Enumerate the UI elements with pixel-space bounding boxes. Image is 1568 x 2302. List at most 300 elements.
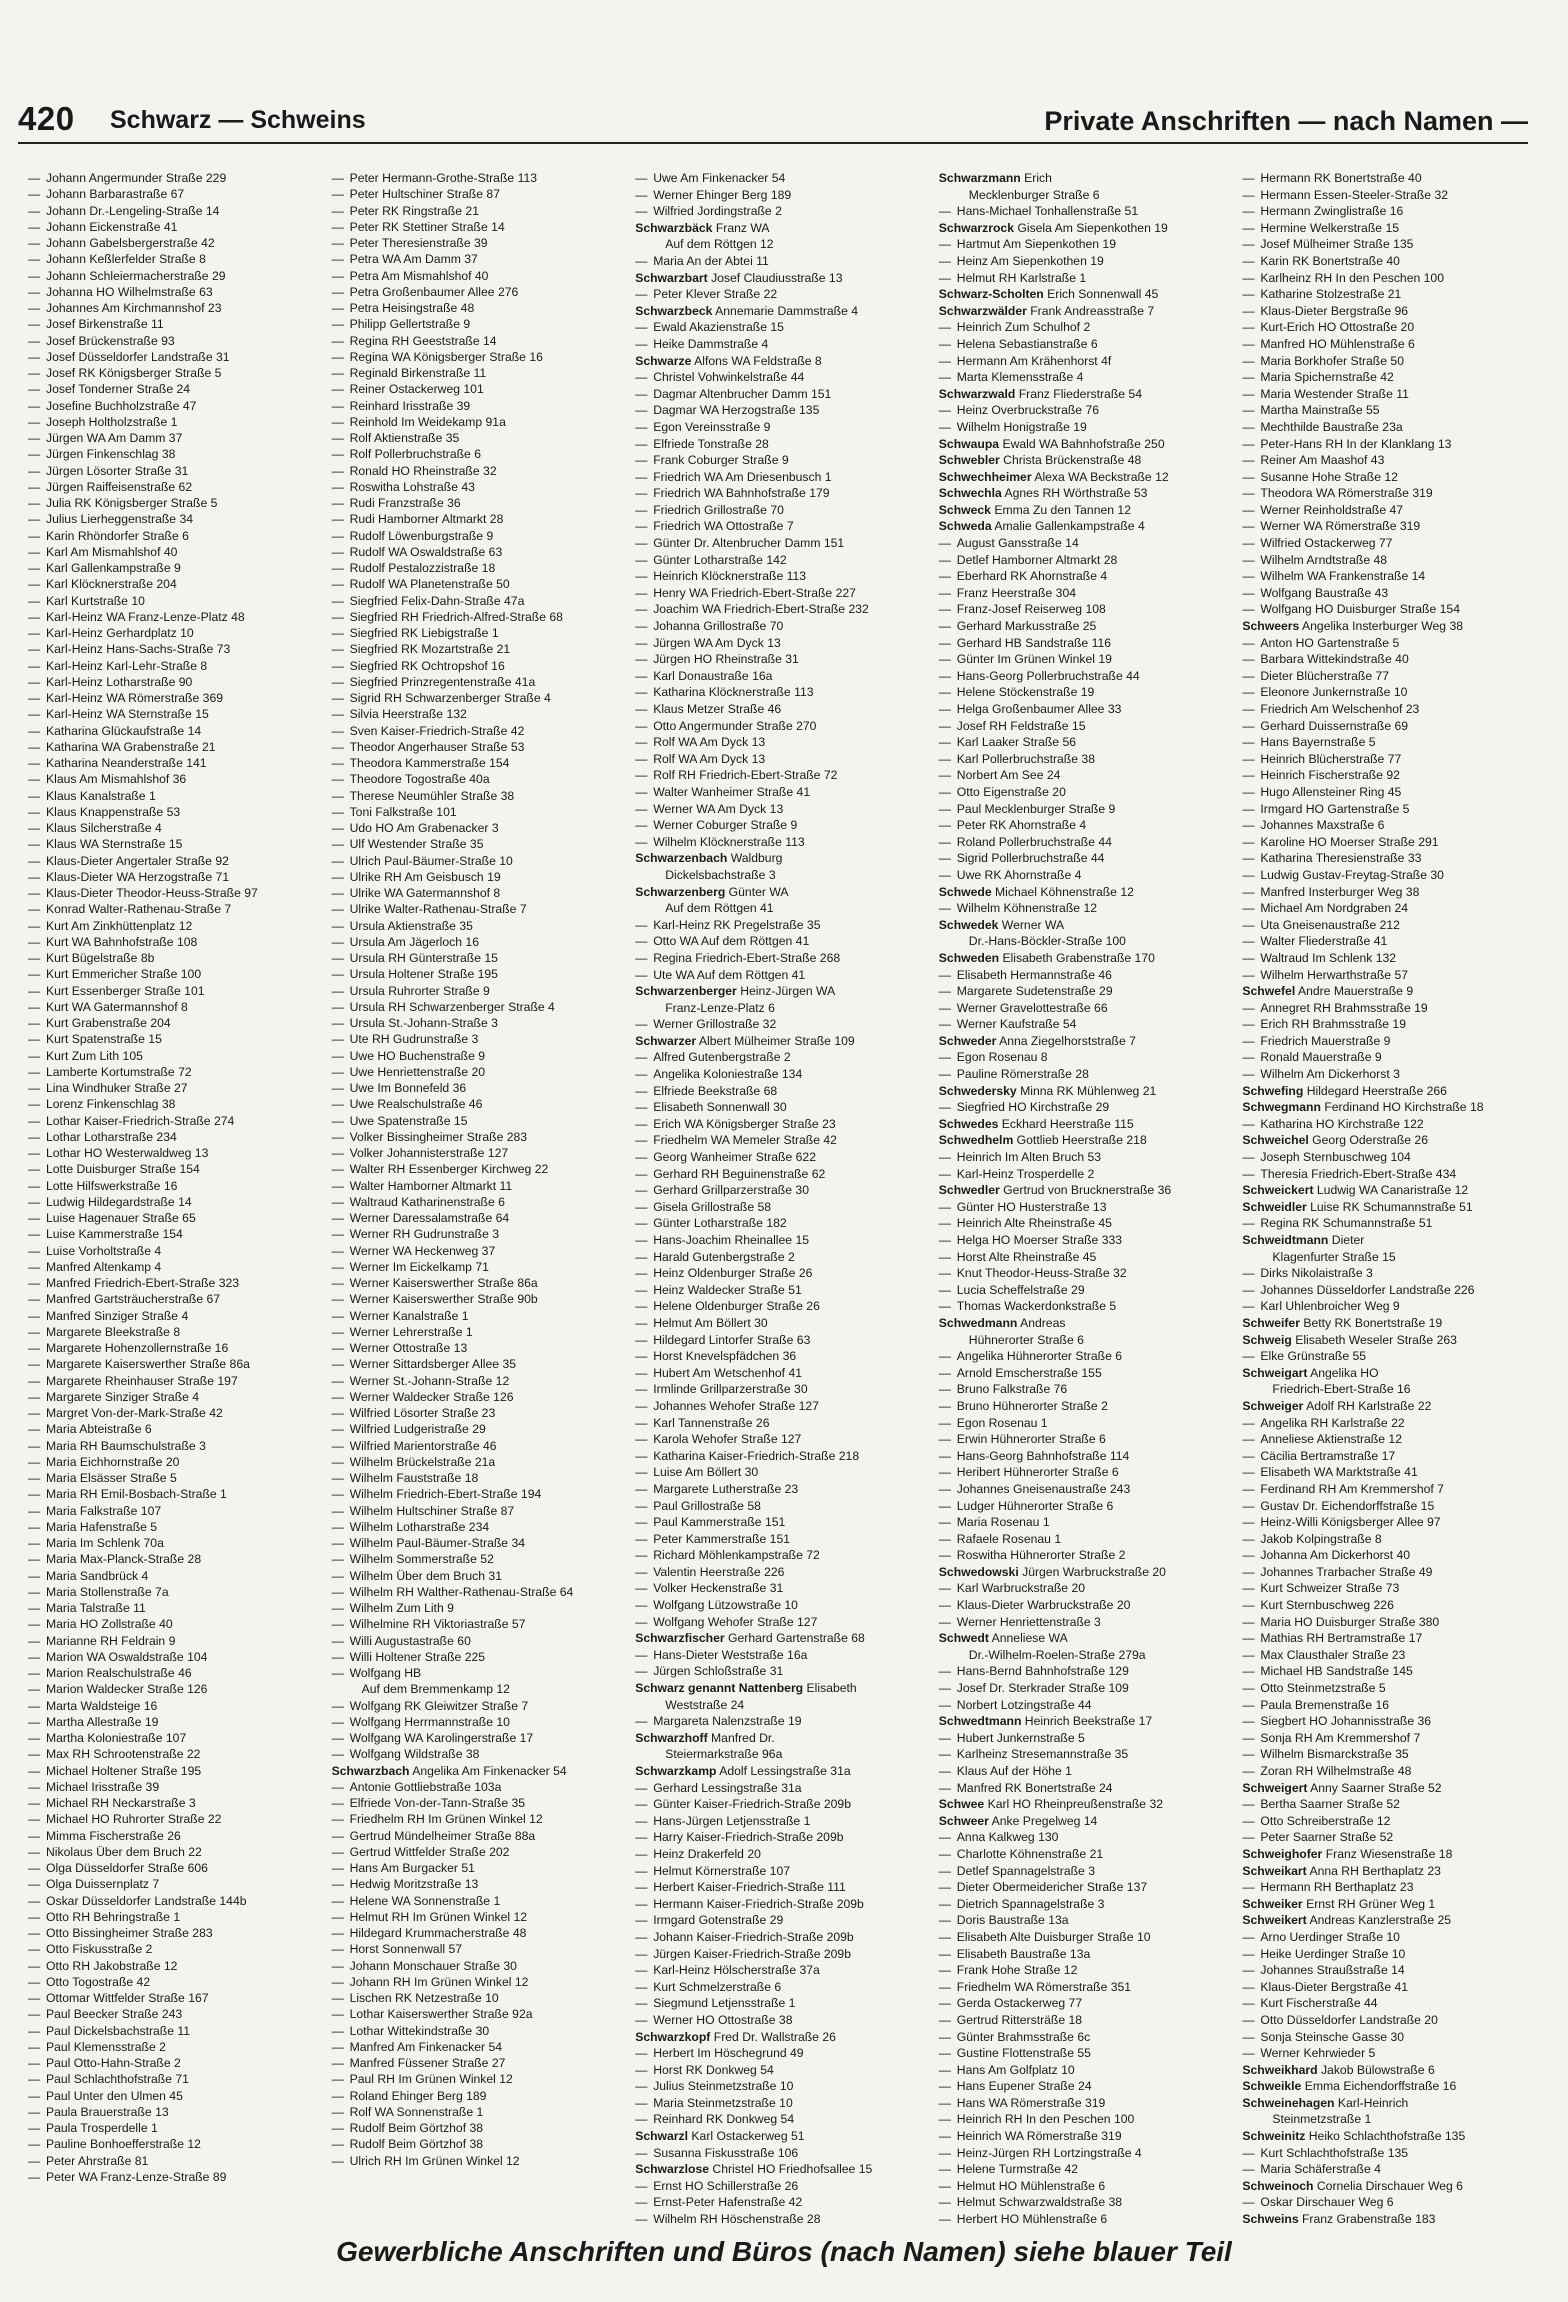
ditto-dash: — bbox=[635, 171, 648, 185]
ditto-dash: — bbox=[635, 735, 648, 750]
ditto-dash: — bbox=[331, 1227, 344, 1242]
directory-entry bbox=[1242, 1033, 1540, 1050]
ditto-dash: — bbox=[331, 1178, 344, 1193]
ditto-dash: — bbox=[635, 1564, 648, 1579]
ditto-dash: — bbox=[938, 2162, 951, 2177]
ditto-dash: — bbox=[635, 1664, 648, 1679]
entry-text: Siegfried RK Mozartstraße 21 bbox=[349, 642, 511, 657]
entry-text: Minna RK Mühlenweg 21 bbox=[1020, 1083, 1157, 1098]
directory-entry bbox=[332, 365, 630, 381]
entry-text: Peter Hultschiner Straße 87 bbox=[349, 187, 500, 202]
ditto-dash: — bbox=[1242, 1979, 1255, 1994]
directory-entry bbox=[939, 353, 1237, 370]
entry-text: Werner Ehinger Berg 189 bbox=[653, 187, 792, 202]
directory-entry bbox=[635, 1697, 933, 1714]
ditto-dash: — bbox=[1242, 801, 1255, 816]
directory-entry bbox=[939, 1514, 1237, 1531]
entry-text: Heinz Drakerfeld 20 bbox=[653, 1846, 761, 1861]
entry-text: Max Clausthaler Straße 23 bbox=[1260, 1647, 1406, 1662]
directory-entry bbox=[1242, 1730, 1540, 1747]
directory-entry bbox=[939, 552, 1237, 569]
entry-text: Gerda Ostackerweg 77 bbox=[956, 1996, 1083, 2011]
directory-entry bbox=[1242, 1415, 1540, 1432]
ditto-dash: — bbox=[1242, 1963, 1255, 1978]
entry-text: Hühnerorter Straße 6 bbox=[968, 1332, 1084, 1347]
entry-text: Kurt WA Bahnhofstraße 108 bbox=[46, 934, 198, 949]
directory-entry bbox=[1242, 1464, 1540, 1481]
ditto-dash: — bbox=[635, 1199, 648, 1214]
directory-entry bbox=[28, 544, 326, 560]
entry-text: Manfred Insterburger Weg 38 bbox=[1260, 884, 1420, 899]
entry-text: Mimma Fischerstraße 26 bbox=[46, 1828, 181, 1843]
directory-entry bbox=[1242, 1630, 1540, 1647]
surname: Schweden bbox=[938, 950, 1000, 965]
ditto-dash: — bbox=[28, 1406, 41, 1420]
ditto-dash: — bbox=[28, 1926, 41, 1940]
entry-text: Maria Borkhofer Straße 50 bbox=[1260, 353, 1404, 368]
entry-text: Johann Dr.-Lengeling-Straße 14 bbox=[46, 203, 220, 218]
directory-entry bbox=[939, 170, 1237, 187]
entry-text: Wolfgang Wehofer Straße 127 bbox=[653, 1614, 818, 1629]
ditto-dash: — bbox=[938, 353, 951, 368]
directory-entry bbox=[939, 1713, 1237, 1730]
entry-text: Luise Am Böllert 30 bbox=[653, 1465, 759, 1480]
directory-entry bbox=[939, 817, 1237, 834]
directory-entry bbox=[28, 1373, 326, 1389]
directory-entry bbox=[939, 1547, 1237, 1564]
ditto-dash: — bbox=[28, 853, 41, 868]
directory-entry bbox=[28, 1113, 326, 1129]
entry-text: Johannes Gneisenaustraße 243 bbox=[956, 1481, 1131, 1496]
ditto-dash: — bbox=[28, 2137, 41, 2152]
ditto-dash: — bbox=[635, 2046, 648, 2061]
surname: Schweikle bbox=[1242, 2079, 1302, 2094]
entry-text: Günter Brahmsstraße 6c bbox=[956, 2029, 1091, 2044]
surname: Schwefing bbox=[1242, 1083, 1304, 1098]
entry-text: Maria Hafenstraße 5 bbox=[46, 1519, 158, 1534]
surname: Schwarzlose bbox=[635, 2162, 710, 2177]
directory-entry bbox=[1242, 402, 1540, 419]
directory-entry bbox=[1242, 2045, 1540, 2062]
directory-entry bbox=[635, 867, 933, 884]
ditto-dash: — bbox=[1242, 1017, 1255, 1032]
directory-entry bbox=[332, 625, 630, 641]
ditto-dash: — bbox=[1242, 270, 1255, 285]
entry-text: Werner Kaiserswerther Straße 86a bbox=[349, 1276, 538, 1290]
directory-entry bbox=[635, 568, 933, 585]
ditto-dash: — bbox=[1242, 768, 1255, 783]
entry-text: Jürgen Kaiser-Friedrich-Straße 209b bbox=[653, 1946, 851, 1961]
entry-text: Friedrich Am Welschenhof 23 bbox=[1260, 702, 1420, 716]
ditto-dash: — bbox=[331, 431, 344, 445]
ditto-dash: — bbox=[28, 496, 41, 510]
ditto-dash: — bbox=[28, 366, 41, 380]
ditto-dash: — bbox=[1242, 1531, 1255, 1546]
surname: Schweig bbox=[1242, 1332, 1292, 1347]
ditto-dash: — bbox=[635, 585, 648, 600]
directory-entry bbox=[28, 1096, 326, 1112]
ditto-dash: — bbox=[635, 619, 648, 634]
directory-entry bbox=[1242, 684, 1540, 701]
entry-text: Maria An der Abtei 11 bbox=[653, 253, 769, 268]
entry-text: Dagmar WA Herzogstraße 135 bbox=[653, 403, 820, 418]
directory-entry bbox=[635, 1663, 933, 1680]
entry-text: Katharina HO Kirchstraße 122 bbox=[1260, 1116, 1424, 1131]
directory-entry bbox=[28, 381, 326, 397]
entry-text: Karl Kurtstraße 10 bbox=[46, 593, 145, 608]
directory-entry bbox=[332, 1941, 630, 1957]
ditto-dash: — bbox=[331, 1747, 344, 1762]
entry-text: Kurt Schweizer Straße 73 bbox=[1260, 1581, 1400, 1596]
entry-text: Gerhard Markusstraße 25 bbox=[956, 619, 1097, 634]
directory-entry bbox=[1242, 917, 1540, 934]
ditto-dash: — bbox=[331, 317, 344, 332]
directory-entry bbox=[28, 495, 326, 511]
entry-text: Theresia Friedrich-Ebert-Straße 434 bbox=[1260, 1166, 1457, 1181]
ditto-dash: — bbox=[635, 1448, 648, 1463]
ditto-dash: — bbox=[1242, 519, 1255, 534]
directory-entry bbox=[332, 1811, 630, 1827]
entry-text: Karlheinz Stresemannstraße 35 bbox=[956, 1747, 1129, 1762]
ditto-dash: — bbox=[938, 1432, 951, 1447]
ditto-dash: — bbox=[635, 1299, 648, 1314]
directory-entry bbox=[939, 2062, 1237, 2079]
ditto-dash: — bbox=[1242, 934, 1255, 949]
ditto-dash: — bbox=[1242, 1266, 1255, 1281]
directory-entry bbox=[332, 1389, 630, 1405]
entry-text: Georg Wanheimer Straße 622 bbox=[653, 1150, 816, 1165]
directory-entry bbox=[1242, 1796, 1540, 1813]
directory-entry bbox=[939, 2178, 1237, 2195]
ditto-dash: — bbox=[28, 1747, 41, 1762]
directory-entry bbox=[635, 1498, 933, 1515]
ditto-dash: — bbox=[28, 1194, 41, 1209]
entry-text: Michael Irisstraße 39 bbox=[46, 1779, 160, 1794]
entry-text: Hans-Dieter Weststraße 16a bbox=[653, 1647, 808, 1662]
entry-text: Dr.-Wilhelm-Roelen-Straße 279a bbox=[968, 1647, 1146, 1662]
directory-entry bbox=[939, 2012, 1237, 2029]
ditto-dash: — bbox=[331, 333, 344, 348]
directory-entry bbox=[635, 1232, 933, 1249]
ditto-dash: — bbox=[331, 1308, 344, 1323]
directory-entry bbox=[939, 635, 1237, 652]
ditto-dash: — bbox=[1242, 1050, 1255, 1065]
entry-text: Hubert Am Wetschenhof 41 bbox=[653, 1365, 803, 1380]
directory-entry bbox=[28, 365, 326, 381]
entry-text: Michael HO Ruhrorter Straße 22 bbox=[46, 1812, 222, 1827]
entry-text: Helene Oldenburger Straße 26 bbox=[653, 1299, 820, 1314]
ditto-dash: — bbox=[331, 999, 344, 1014]
entry-text: Gerhard Lessingstraße 31a bbox=[653, 1780, 802, 1795]
entry-text: Karoline HO Moerser Straße 291 bbox=[1260, 834, 1439, 849]
ditto-dash: — bbox=[635, 486, 648, 501]
ditto-dash: — bbox=[635, 1116, 648, 1131]
ditto-dash: — bbox=[331, 561, 344, 575]
directory-entry bbox=[939, 718, 1237, 735]
ditto-dash: — bbox=[1242, 1614, 1255, 1629]
directory-entry bbox=[1242, 1332, 1540, 1349]
entry-text: Johann Monschauer Straße 30 bbox=[349, 1958, 517, 1973]
entry-text: Günter Lotharstraße 142 bbox=[653, 552, 787, 567]
ditto-dash: — bbox=[28, 1909, 41, 1924]
ditto-dash: — bbox=[635, 1498, 648, 1513]
ditto-dash: — bbox=[28, 1714, 41, 1729]
entry-text: Hans-Bernd Bahnhofstraße 129 bbox=[956, 1664, 1129, 1679]
ditto-dash: — bbox=[1242, 685, 1255, 700]
ditto-dash: — bbox=[331, 1666, 344, 1680]
directory-entry bbox=[635, 1332, 933, 1349]
directory-entry bbox=[939, 1564, 1237, 1581]
ditto-dash: — bbox=[938, 2046, 951, 2061]
directory-entry bbox=[332, 658, 630, 674]
directory-entry bbox=[635, 635, 933, 652]
ditto-dash: — bbox=[635, 635, 648, 650]
directory-entry bbox=[28, 1633, 326, 1649]
entry-text: Ottomar Wittfelder Straße 167 bbox=[46, 1991, 209, 2005]
ditto-dash: — bbox=[635, 204, 648, 219]
directory-entry bbox=[332, 1958, 630, 1974]
ditto-dash: — bbox=[1242, 1730, 1255, 1745]
entry-text: Ewald Akazienstraße 15 bbox=[653, 320, 784, 335]
surname: Schwarz genannt Nattenberg bbox=[635, 1681, 804, 1696]
ditto-dash: — bbox=[331, 2039, 344, 2054]
directory-entry bbox=[635, 1249, 933, 1266]
directory-entry bbox=[939, 436, 1237, 453]
entry-text: Marion Waldecker Straße 126 bbox=[46, 1682, 208, 1697]
entry-text: Elfriede Von-der-Tann-Straße 35 bbox=[349, 1796, 526, 1810]
entry-text: Jürgen Lösorter Straße 31 bbox=[46, 463, 189, 478]
ditto-dash: — bbox=[28, 804, 41, 819]
directory-entry bbox=[332, 576, 630, 592]
ditto-dash: — bbox=[331, 1324, 344, 1339]
entry-text: Ronald HO Rheinstraße 32 bbox=[349, 463, 497, 478]
directory-entry bbox=[1242, 2178, 1540, 2195]
entry-text: Heinrich RH In den Peschen 100 bbox=[956, 2112, 1135, 2127]
entry-text: Jürgen Raiffeisenstraße 62 bbox=[46, 479, 193, 494]
directory-entry bbox=[28, 479, 326, 495]
ditto-dash: — bbox=[331, 1503, 344, 1518]
entry-text: Hans-Jürgen Letjensstraße 1 bbox=[653, 1813, 811, 1828]
directory-entry bbox=[635, 651, 933, 668]
surname: Schwarzl bbox=[635, 2129, 689, 2144]
directory-entry bbox=[635, 1215, 933, 1232]
directory-entry bbox=[1242, 469, 1540, 486]
ditto-dash: — bbox=[938, 1150, 951, 1165]
directory-entry bbox=[939, 585, 1237, 602]
directory-entry bbox=[1242, 2062, 1540, 2079]
ditto-dash: — bbox=[331, 837, 344, 852]
entry-text: Theodora WA Römerstraße 319 bbox=[1260, 486, 1433, 501]
entry-text: Walter Fliederstraße 41 bbox=[1260, 934, 1388, 949]
directory-entry bbox=[635, 784, 933, 801]
entry-text: Emma Zu den Tannen 12 bbox=[994, 502, 1131, 517]
ditto-dash: — bbox=[331, 1032, 344, 1047]
ditto-dash: — bbox=[635, 1398, 648, 1413]
directory-entry bbox=[28, 1535, 326, 1551]
entry-text: Johann Barbarastraße 67 bbox=[46, 187, 185, 202]
directory-entry bbox=[939, 884, 1237, 901]
ditto-dash: — bbox=[331, 463, 344, 478]
directory-entry bbox=[939, 2161, 1237, 2178]
ditto-dash: — bbox=[331, 902, 344, 917]
directory-entry bbox=[332, 1730, 630, 1746]
ditto-dash: — bbox=[635, 768, 648, 783]
ditto-dash: — bbox=[331, 1828, 344, 1843]
ditto-dash: — bbox=[635, 1216, 648, 1231]
directory-entry bbox=[1242, 1846, 1540, 1863]
entry-text: Manfred RK Bonertstraße 24 bbox=[956, 1780, 1113, 1795]
ditto-dash: — bbox=[938, 1415, 951, 1430]
entry-text: Hildegard Lintorfer Straße 63 bbox=[653, 1332, 811, 1347]
surname: Schweigert bbox=[1242, 1780, 1308, 1795]
directory-entry bbox=[332, 2088, 630, 2104]
entry-text: Rudi Hamborner Altmarkt 28 bbox=[349, 512, 504, 527]
directory-entry bbox=[1242, 635, 1540, 652]
entry-text: Klaus Am Mismahlshof 36 bbox=[46, 772, 187, 787]
directory-entry bbox=[939, 1099, 1237, 1116]
ditto-dash: — bbox=[1242, 834, 1255, 849]
entry-text: Klaus Silcherstraße 4 bbox=[46, 821, 162, 835]
surname: Schwarzmann bbox=[938, 171, 1021, 185]
directory-entry bbox=[332, 1746, 630, 1762]
entry-text: Heinz Overbruckstraße 76 bbox=[956, 403, 1100, 418]
entry-text: Valentin Heerstraße 226 bbox=[653, 1564, 785, 1579]
entry-text: Heike Dammstraße 4 bbox=[653, 336, 769, 351]
entry-text: Wolfgang HO Duisburger Straße 154 bbox=[1260, 602, 1460, 617]
ditto-dash: — bbox=[28, 2153, 41, 2168]
directory-entry bbox=[939, 1166, 1237, 1183]
entry-text: Karl Laaker Straße 56 bbox=[956, 735, 1077, 750]
ditto-dash: — bbox=[938, 1764, 951, 1778]
ditto-dash: — bbox=[938, 1548, 951, 1563]
directory-entry bbox=[28, 1811, 326, 1827]
entry-text: Hans-Georg Bahnhofstraße 114 bbox=[956, 1448, 1130, 1463]
directory-entry bbox=[635, 834, 933, 851]
entry-text: Klaus-Dieter WA Herzogstraße 71 bbox=[46, 869, 230, 884]
directory-entry bbox=[635, 967, 933, 984]
ditto-dash: — bbox=[28, 1942, 41, 1957]
ditto-dash: — bbox=[1242, 702, 1255, 716]
directory-entry bbox=[635, 1780, 933, 1797]
page-name-range: Schwarz — Schweins bbox=[110, 106, 366, 134]
ditto-dash: — bbox=[938, 253, 951, 268]
ditto-dash: — bbox=[331, 2072, 344, 2087]
entry-text: Karl-Heinz Karl-Lehr-Straße 8 bbox=[46, 658, 208, 673]
entry-text: Steiermarkstraße 96a bbox=[665, 1747, 783, 1762]
directory-entry bbox=[1242, 784, 1540, 801]
ditto-dash: — bbox=[938, 1233, 951, 1247]
entry-text: Egon Vereinsstraße 9 bbox=[653, 419, 771, 434]
ditto-dash: — bbox=[331, 1796, 344, 1810]
ditto-dash: — bbox=[635, 1979, 648, 1994]
entry-text: Hugo Allensteiner Ring 45 bbox=[1260, 784, 1402, 799]
surname: Schwedhelm bbox=[938, 1133, 1014, 1148]
directory-entry bbox=[1242, 1249, 1540, 1266]
entry-text: Margarete Bleekstraße 8 bbox=[46, 1324, 181, 1339]
ditto-dash: — bbox=[635, 1332, 648, 1347]
ditto-dash: — bbox=[938, 1249, 951, 1264]
directory-entry bbox=[939, 2145, 1237, 2162]
entry-text: Wilhelm Fauststraße 18 bbox=[349, 1471, 479, 1485]
entry-text: Helga HO Moerser Straße 333 bbox=[956, 1233, 1123, 1247]
directory-entry bbox=[635, 2111, 933, 2128]
entry-text: Friedrich WA Bahnhofstraße 179 bbox=[653, 486, 830, 501]
directory-entry bbox=[1242, 2012, 1540, 2029]
ditto-dash: — bbox=[1242, 2162, 1255, 2177]
directory-entry bbox=[939, 270, 1237, 287]
entry-text: Karl-Heinz Lotharstraße 90 bbox=[46, 674, 193, 689]
entry-text: Karola Wehofer Straße 127 bbox=[653, 1432, 802, 1447]
directory-entry bbox=[635, 270, 933, 287]
ditto-dash: — bbox=[331, 1016, 344, 1030]
entry-text: Siegfried HO Kirchstraße 29 bbox=[956, 1100, 1110, 1115]
directory-entry bbox=[939, 203, 1237, 220]
directory-entry bbox=[332, 1161, 630, 1177]
ditto-dash: — bbox=[938, 1581, 951, 1596]
directory-entry bbox=[1242, 1647, 1540, 1664]
directory-entry bbox=[635, 1016, 933, 1033]
ditto-dash: — bbox=[331, 1243, 344, 1258]
entry-text: Johanna Grillostraße 70 bbox=[653, 619, 784, 634]
directory-entry bbox=[28, 1974, 326, 1990]
entry-text: Michael Holtener Straße 195 bbox=[46, 1763, 202, 1778]
entry-text: Franz-Josef Reiserweg 108 bbox=[956, 602, 1106, 617]
entry-text: Harry Kaiser-Friedrich-Straße 209b bbox=[653, 1830, 844, 1845]
ditto-dash: — bbox=[1242, 901, 1255, 916]
directory-entry bbox=[332, 251, 630, 267]
ditto-dash: — bbox=[331, 479, 344, 494]
ditto-dash: — bbox=[28, 967, 41, 982]
directory-entry bbox=[28, 1681, 326, 1697]
ditto-dash: — bbox=[635, 1017, 648, 1032]
directory-entry bbox=[332, 2153, 630, 2169]
ditto-dash: — bbox=[331, 1698, 344, 1713]
ditto-dash: — bbox=[635, 1133, 648, 1148]
entry-text: Hans-Joachim Rheinallee 15 bbox=[653, 1233, 810, 1247]
directory-column-4 bbox=[938, 170, 1237, 2227]
ditto-dash: — bbox=[635, 702, 648, 716]
surname: Schwarzhoff bbox=[635, 1730, 708, 1745]
ditto-dash: — bbox=[28, 349, 41, 364]
directory-entry bbox=[1242, 1315, 1540, 1332]
directory-entry bbox=[1242, 552, 1540, 569]
ditto-dash: — bbox=[938, 2178, 951, 2193]
entry-text: Agnes RH Wörthstraße 53 bbox=[1004, 486, 1148, 501]
ditto-dash: — bbox=[28, 512, 41, 527]
directory-entry bbox=[939, 950, 1237, 967]
ditto-dash: — bbox=[938, 1465, 951, 1480]
entry-text: Wilhelm Über dem Bruch 31 bbox=[349, 1568, 502, 1583]
ditto-dash: — bbox=[635, 2079, 648, 2094]
entry-text: Johannes Wehofer Straße 127 bbox=[653, 1398, 819, 1413]
ditto-dash: — bbox=[331, 1536, 344, 1550]
ditto-dash: — bbox=[331, 414, 344, 429]
ditto-dash: — bbox=[938, 635, 951, 650]
entry-text: Otto Togostraße 42 bbox=[46, 1974, 151, 1989]
directory-entry bbox=[635, 1365, 933, 1382]
ditto-dash: — bbox=[635, 1813, 648, 1828]
directory-entry bbox=[332, 1113, 630, 1129]
ditto-dash: — bbox=[28, 1016, 41, 1030]
entry-text: Wilhelmine RH Viktoriastraße 57 bbox=[349, 1617, 526, 1632]
entry-text: Bertha Saarner Straße 52 bbox=[1260, 1797, 1400, 1812]
ditto-dash: — bbox=[331, 658, 344, 673]
ditto-dash: — bbox=[331, 1568, 344, 1583]
directory-entry bbox=[1242, 1680, 1540, 1697]
ditto-dash: — bbox=[635, 685, 648, 700]
entry-text: Max RH Schrootenstraße 22 bbox=[46, 1747, 201, 1762]
entry-text: Werner Kaufstraße 54 bbox=[956, 1017, 1077, 1032]
